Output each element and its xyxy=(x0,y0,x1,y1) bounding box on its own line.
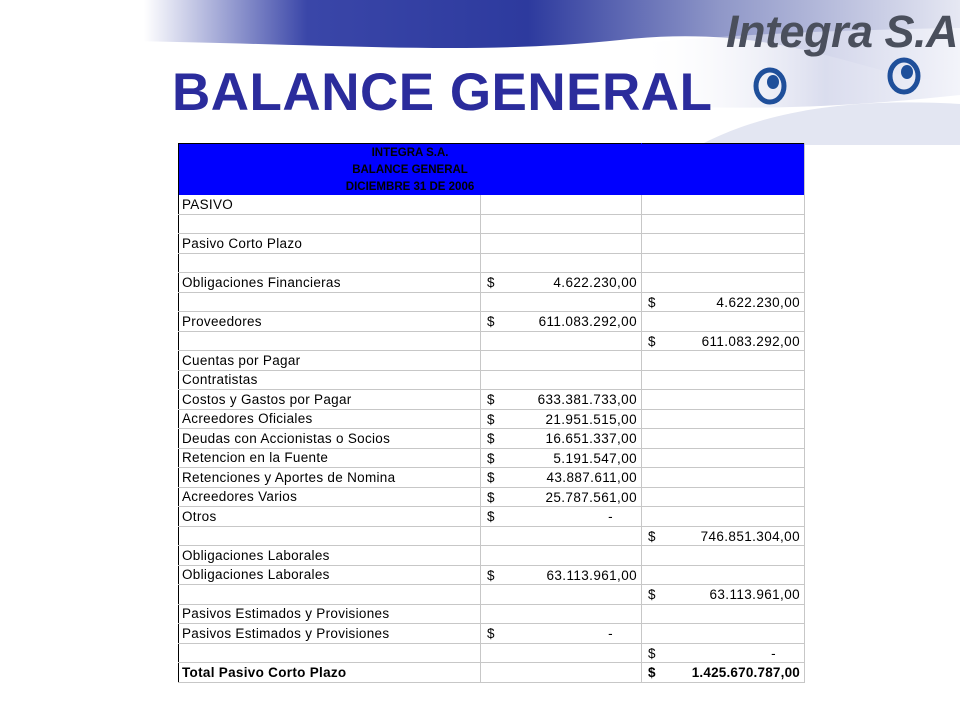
subtotal-cell xyxy=(481,312,642,332)
amount-value: 611.083.292,00 xyxy=(538,314,638,329)
logo-ring-icon xyxy=(752,66,788,106)
currency-symbol: $ xyxy=(487,567,495,583)
currency-symbol: $ xyxy=(648,294,656,310)
total-cell xyxy=(642,507,805,527)
subtotal-cell xyxy=(481,273,642,293)
total-cell xyxy=(642,643,805,663)
account-label xyxy=(179,331,481,351)
account-label: Cuentas por Pagar xyxy=(179,351,481,371)
table-row xyxy=(179,643,805,663)
account-label xyxy=(179,585,481,605)
account-label: Deudas con Accionistas o Socios xyxy=(179,429,481,449)
account-label xyxy=(179,292,481,312)
subtotal-cell xyxy=(481,585,642,605)
currency-symbol: $ xyxy=(487,431,495,446)
table-row xyxy=(179,429,805,449)
subtotal-cell xyxy=(481,624,642,644)
subtotal-cell xyxy=(481,604,642,624)
sheet-header-company: INTEGRA S.A. xyxy=(179,144,642,162)
currency-symbol: $ xyxy=(487,411,495,427)
account-label xyxy=(179,643,481,663)
table-row xyxy=(179,312,805,332)
total-cell xyxy=(642,585,805,605)
table-row xyxy=(179,292,805,312)
account-label: PASIVO xyxy=(179,195,481,214)
account-label: Pasivos Estimados y Provisiones xyxy=(179,624,481,644)
subtotal-cell xyxy=(481,351,642,371)
currency-symbol: $ xyxy=(487,392,495,407)
subtotal-cell xyxy=(481,409,642,429)
total-cell xyxy=(642,624,805,644)
currency-symbol: $ xyxy=(487,314,495,329)
table-row xyxy=(179,234,805,254)
balance-sheet-table xyxy=(178,143,805,683)
grand-total-cell xyxy=(642,663,805,683)
total-cell xyxy=(642,429,805,449)
currency-symbol: $ xyxy=(487,275,495,290)
total-cell xyxy=(642,370,805,390)
subtotal-cell xyxy=(481,546,642,566)
account-label xyxy=(179,253,481,273)
total-cell xyxy=(642,565,805,585)
table-row xyxy=(179,351,805,371)
total-cell xyxy=(642,468,805,488)
currency-symbol: $ xyxy=(487,489,495,505)
table-row xyxy=(179,195,805,214)
table-row xyxy=(179,565,805,585)
subtotal-cell xyxy=(481,331,642,351)
page-title: BALANCE GENERAL xyxy=(172,63,713,122)
table-row xyxy=(179,526,805,546)
subtotal-cell xyxy=(481,429,642,449)
table-row xyxy=(179,585,805,605)
account-label: Proveedores xyxy=(179,312,481,332)
table-row xyxy=(179,214,805,234)
currency-symbol: $ xyxy=(487,626,495,641)
currency-symbol: $ xyxy=(487,470,495,485)
account-label xyxy=(179,526,481,546)
amount-value: 63.113.961,00 xyxy=(709,587,801,602)
currency-symbol: $ xyxy=(648,665,656,680)
subtotal-cell xyxy=(481,214,642,234)
amount-value: 21.951.515,00 xyxy=(545,411,638,427)
table-row xyxy=(179,409,805,429)
account-label: Retenciones y Aportes de Nomina xyxy=(179,468,481,488)
total-cell xyxy=(642,331,805,351)
table-row xyxy=(179,370,805,390)
subtotal-cell xyxy=(481,195,642,214)
amount-value: 4.622.230,00 xyxy=(716,294,801,310)
total-cell xyxy=(642,195,805,214)
subtotal-cell xyxy=(481,663,642,683)
subtotal-cell xyxy=(481,526,642,546)
company-logo: Integra S.A xyxy=(726,6,959,57)
total-cell xyxy=(642,273,805,293)
amount-value: 611.083.292,00 xyxy=(701,333,801,349)
subtotal-cell xyxy=(481,253,642,273)
amount-value: 1.425.670.787,00 xyxy=(691,665,801,680)
subtotal-cell xyxy=(481,234,642,254)
amount-value: 633.381.733,00 xyxy=(537,392,638,407)
table-row xyxy=(179,507,805,527)
total-cell xyxy=(642,526,805,546)
amount-value: 5.191.547,00 xyxy=(553,450,638,466)
account-label xyxy=(179,214,481,234)
account-label: Pasivos Estimados y Provisiones xyxy=(179,604,481,624)
total-cell xyxy=(642,448,805,468)
table-row xyxy=(179,604,805,624)
account-label: Retencion en la Fuente xyxy=(179,448,481,468)
currency-symbol: $ xyxy=(648,333,656,349)
amount-value: - xyxy=(608,626,614,641)
total-cell xyxy=(642,351,805,371)
account-label: Contratistas xyxy=(179,370,481,390)
subtotal-cell xyxy=(481,565,642,585)
table-row xyxy=(179,331,805,351)
amount-value: 63.113.961,00 xyxy=(546,567,638,583)
table-row xyxy=(179,448,805,468)
total-cell xyxy=(642,214,805,234)
total-cell xyxy=(642,604,805,624)
amount-value: 4.622.230,00 xyxy=(553,275,638,290)
subtotal-cell xyxy=(481,292,642,312)
amount-value: 25.787.561,00 xyxy=(545,489,638,505)
account-label: Acreedores Varios xyxy=(179,487,481,507)
currency-symbol: $ xyxy=(487,450,495,466)
total-row xyxy=(179,663,805,683)
account-label: Pasivo Corto Plazo xyxy=(179,234,481,254)
account-label: Costos y Gastos por Pagar xyxy=(179,390,481,410)
subtotal-cell xyxy=(481,468,642,488)
subtotal-cell xyxy=(481,390,642,410)
table-row xyxy=(179,253,805,273)
currency-symbol: $ xyxy=(648,645,656,661)
subtotal-cell xyxy=(481,643,642,663)
amount-value: - xyxy=(771,645,777,661)
amount-value: - xyxy=(608,509,614,524)
total-cell xyxy=(642,409,805,429)
total-cell xyxy=(642,253,805,273)
table-row xyxy=(179,624,805,644)
subtotal-cell xyxy=(481,507,642,527)
account-label: Obligaciones Financieras xyxy=(179,273,481,293)
account-label: Obligaciones Laborales xyxy=(179,565,481,585)
account-label: Acreedores Oficiales xyxy=(179,409,481,429)
subtotal-cell xyxy=(481,370,642,390)
total-cell xyxy=(642,292,805,312)
total-cell xyxy=(642,312,805,332)
table-row xyxy=(179,487,805,507)
total-label: Total Pasivo Corto Plazo xyxy=(179,663,481,683)
amount-value: 746.851.304,00 xyxy=(700,528,801,544)
sheet-header-date: DICIEMBRE 31 DE 2006 xyxy=(179,178,642,195)
table-row xyxy=(179,390,805,410)
subtotal-cell xyxy=(481,448,642,468)
account-label: Otros xyxy=(179,507,481,527)
total-cell xyxy=(642,487,805,507)
total-cell xyxy=(642,390,805,410)
total-cell xyxy=(642,546,805,566)
table-row xyxy=(179,468,805,488)
table-row xyxy=(179,273,805,293)
account-label: Obligaciones Laborales xyxy=(179,546,481,566)
currency-symbol: $ xyxy=(487,509,495,524)
amount-value: 16.651.337,00 xyxy=(545,431,638,446)
table-row xyxy=(179,546,805,566)
currency-symbol: $ xyxy=(648,587,656,602)
total-cell xyxy=(642,234,805,254)
amount-value: 43.887.611,00 xyxy=(546,470,638,485)
logo-ring-icon xyxy=(886,56,922,96)
subtotal-cell xyxy=(481,487,642,507)
sheet-header-title: BALANCE GENERAL xyxy=(179,161,642,178)
currency-symbol: $ xyxy=(648,528,656,544)
